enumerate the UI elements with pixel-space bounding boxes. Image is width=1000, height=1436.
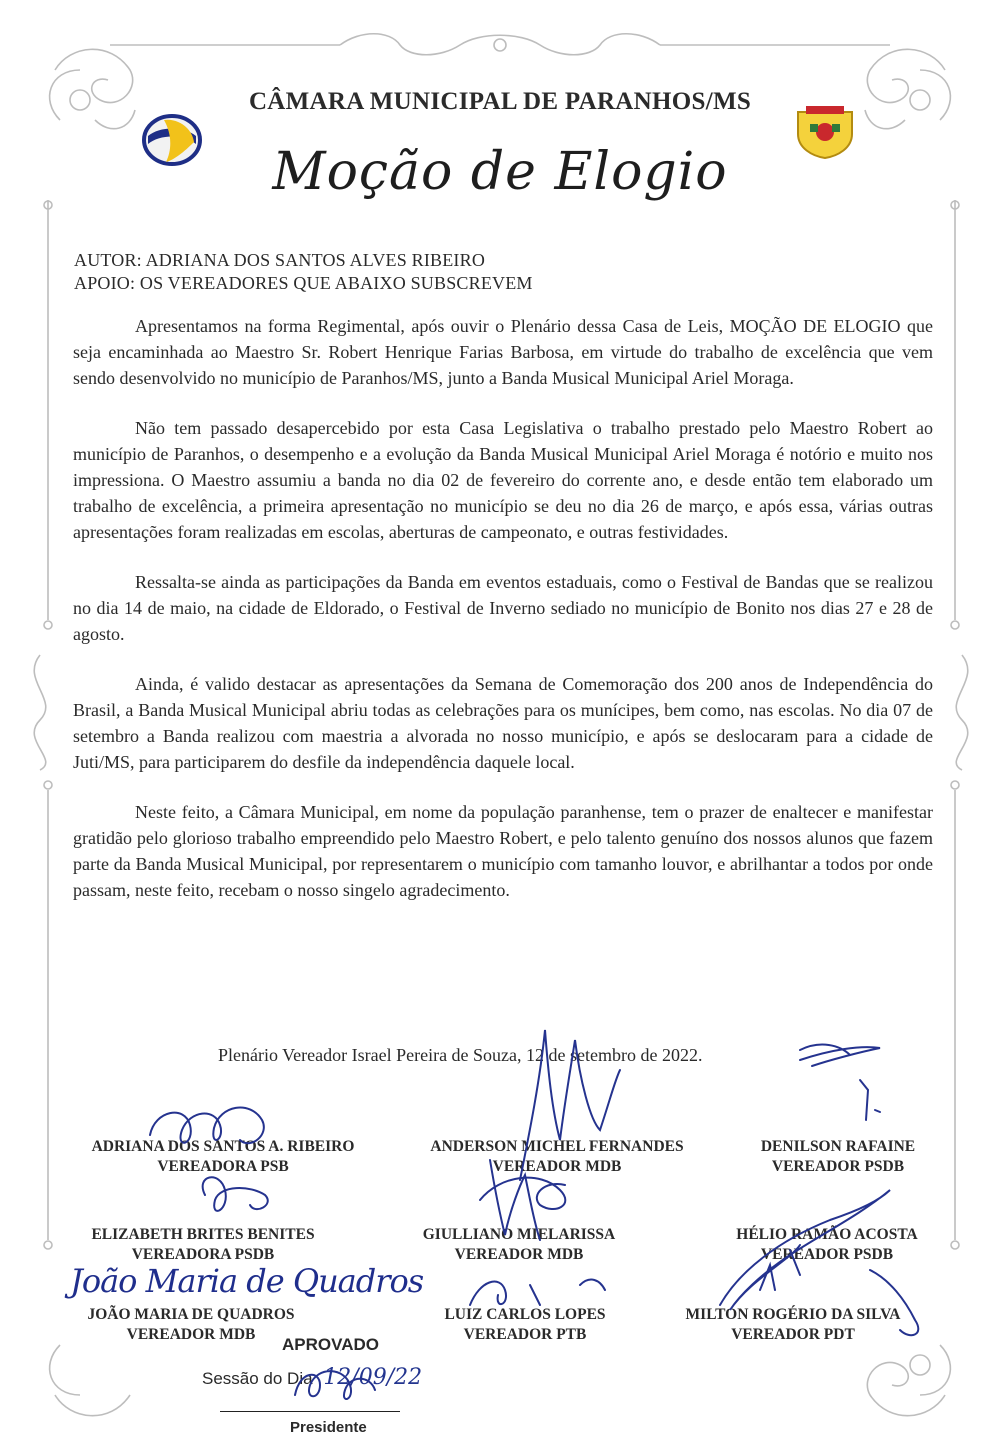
signatory-name: LUIZ CARLOS LOPES <box>444 1306 606 1323</box>
session-label: Sessão do Dia <box>202 1369 313 1388</box>
signatory-block <box>668 1305 918 1345</box>
signatory-role: VEREADOR PTB <box>463 1326 587 1343</box>
body-paragraph: Ressalta-se ainda as participações da Banda em eventos estaduais, como o Festival de Bandas que se realizou no dia 14 de maio, na cidade de Eldorado, o Festival de Inverno sediado no município de Bonito nos dias 27 e 28 de agosto. <box>73 572 933 644</box>
signatory-name: MILTON ROGÉRIO DA SILVA <box>685 1306 901 1323</box>
signatory-role: VEREADOR PSDB <box>760 1246 894 1263</box>
signatory-role: VEREADOR PDT <box>731 1326 855 1343</box>
signature-line <box>220 1411 400 1412</box>
session-date: 12/09/22 <box>323 1365 423 1390</box>
signatory-block <box>702 1225 952 1265</box>
signatory-name: JOÃO MARIA DE QUADROS <box>87 1306 295 1323</box>
signatory-name: DENILSON RAFAINE <box>760 1138 916 1155</box>
body-paragraph: Apresentamos na forma Regimental, após ouvir o Plenário dessa Casa de Leis, MOÇÃO DE ELOGIO que seja encaminhada ao Maestro Sr. Robert Henrique Farias Barbosa, em virtude do trabalho de excelência que vem sendo desenvolvido no município de Paranhos/MS, junto a Banda Musical Municipal Ariel Moraga. <box>73 316 933 388</box>
author-block <box>74 249 533 295</box>
joao-handwritten-signature: João Maria de Quadros <box>70 1262 424 1300</box>
body-paragraph: Neste feito, a Câmara Municipal, em nome da população paranhense, tem o prazer de enaltecer e manifestar gratidão pelo glorioso trabalho empreendido pelo Maestro Robert, e pelo talento genuíno dos nossos alunos que fazem parte da Banda Musical Municipal, por representarem o município com tamanho louvor, e abrilhantar a todos por onde passam, neste feito, recebam o nosso singelo agradecimento. <box>73 802 933 900</box>
signatory-name: HÉLIO RAMÃO ACOSTA <box>736 1226 918 1243</box>
body-paragraph: Não tem passado desapercebido por esta Casa Legislativa o trabalho prestado pelo Maestro Robert ao município de Paranhos, o desempenho e a evolução da Banda Musical Municipal Ariel Moraga é notório e muito nos impressiona. O Maestro assumiu a banda no dia 02 de fevereiro do corrente ano, e desde então tem elaborado um trabalho de excelência, a primeira apresentação no município se deu no dia 26 de março, e após essa, várias outras apresentações foram realizadas em escolas, aberturas de campeonato, e outras festividades. <box>73 418 933 542</box>
signatory-role: VEREADOR PSDB <box>771 1158 905 1175</box>
institution-title: CÂMARA MUNICIPAL DE PARANHOS/MS <box>248 88 752 115</box>
signatory-name: ADRIANA DOS SANTOS A. RIBEIRO <box>91 1138 355 1155</box>
approval-status: APROVADO <box>282 1335 379 1354</box>
signatory-role: VEREADOR MDB <box>454 1246 584 1263</box>
signatory-block <box>384 1225 654 1265</box>
signatory-role: VEREADOR MDB <box>126 1326 256 1343</box>
signatory-name: ELIZABETH BRITES BENITES <box>91 1226 315 1243</box>
signatory-role: VEREADORA PSDB <box>131 1246 275 1263</box>
signatory-name: GIULLIANO MIELARISSA <box>422 1226 616 1243</box>
signatory-role: VEREADORA PSB <box>157 1158 289 1175</box>
author-line: AUTOR: ADRIANA DOS SANTOS ALVES RIBEIRO <box>74 250 486 270</box>
body-paragraph: Ainda, é valido destacar as apresentações da Semana de Comemoração dos 200 anos de Independência do Brasil, a Banda Musical Municipal abriu todas as celebrações para os munícipes, bem como, nas escolas. No dia 07 de setembro a Banda realizou com maestria a alvorada no nosso município, e após se deslocaram para a cidade de Juti/MS, para participarem do desfile da independência daquele local. <box>73 674 933 772</box>
signatory-name: ANDERSON MICHEL FERNANDES <box>430 1138 684 1155</box>
signatory-block <box>68 1137 378 1177</box>
signatory-role: VEREADOR MDB <box>492 1158 622 1175</box>
session-line <box>202 1365 422 1390</box>
motion-body <box>73 313 933 927</box>
signatory-block <box>718 1137 958 1177</box>
closing-place-date: Plenário Vereador Israel Pereira de Souza, 12 de setembro de 2022. <box>218 1045 703 1065</box>
signatory-block <box>58 1225 348 1265</box>
signatory-block <box>400 1305 650 1345</box>
signatory-block <box>402 1137 712 1177</box>
document-title: Moção de Elogio <box>272 142 728 202</box>
support-line: APOIO: OS VEREADORES QUE ABAIXO SUBSCREVEM <box>74 273 533 293</box>
president-label: Presidente <box>290 1419 367 1436</box>
